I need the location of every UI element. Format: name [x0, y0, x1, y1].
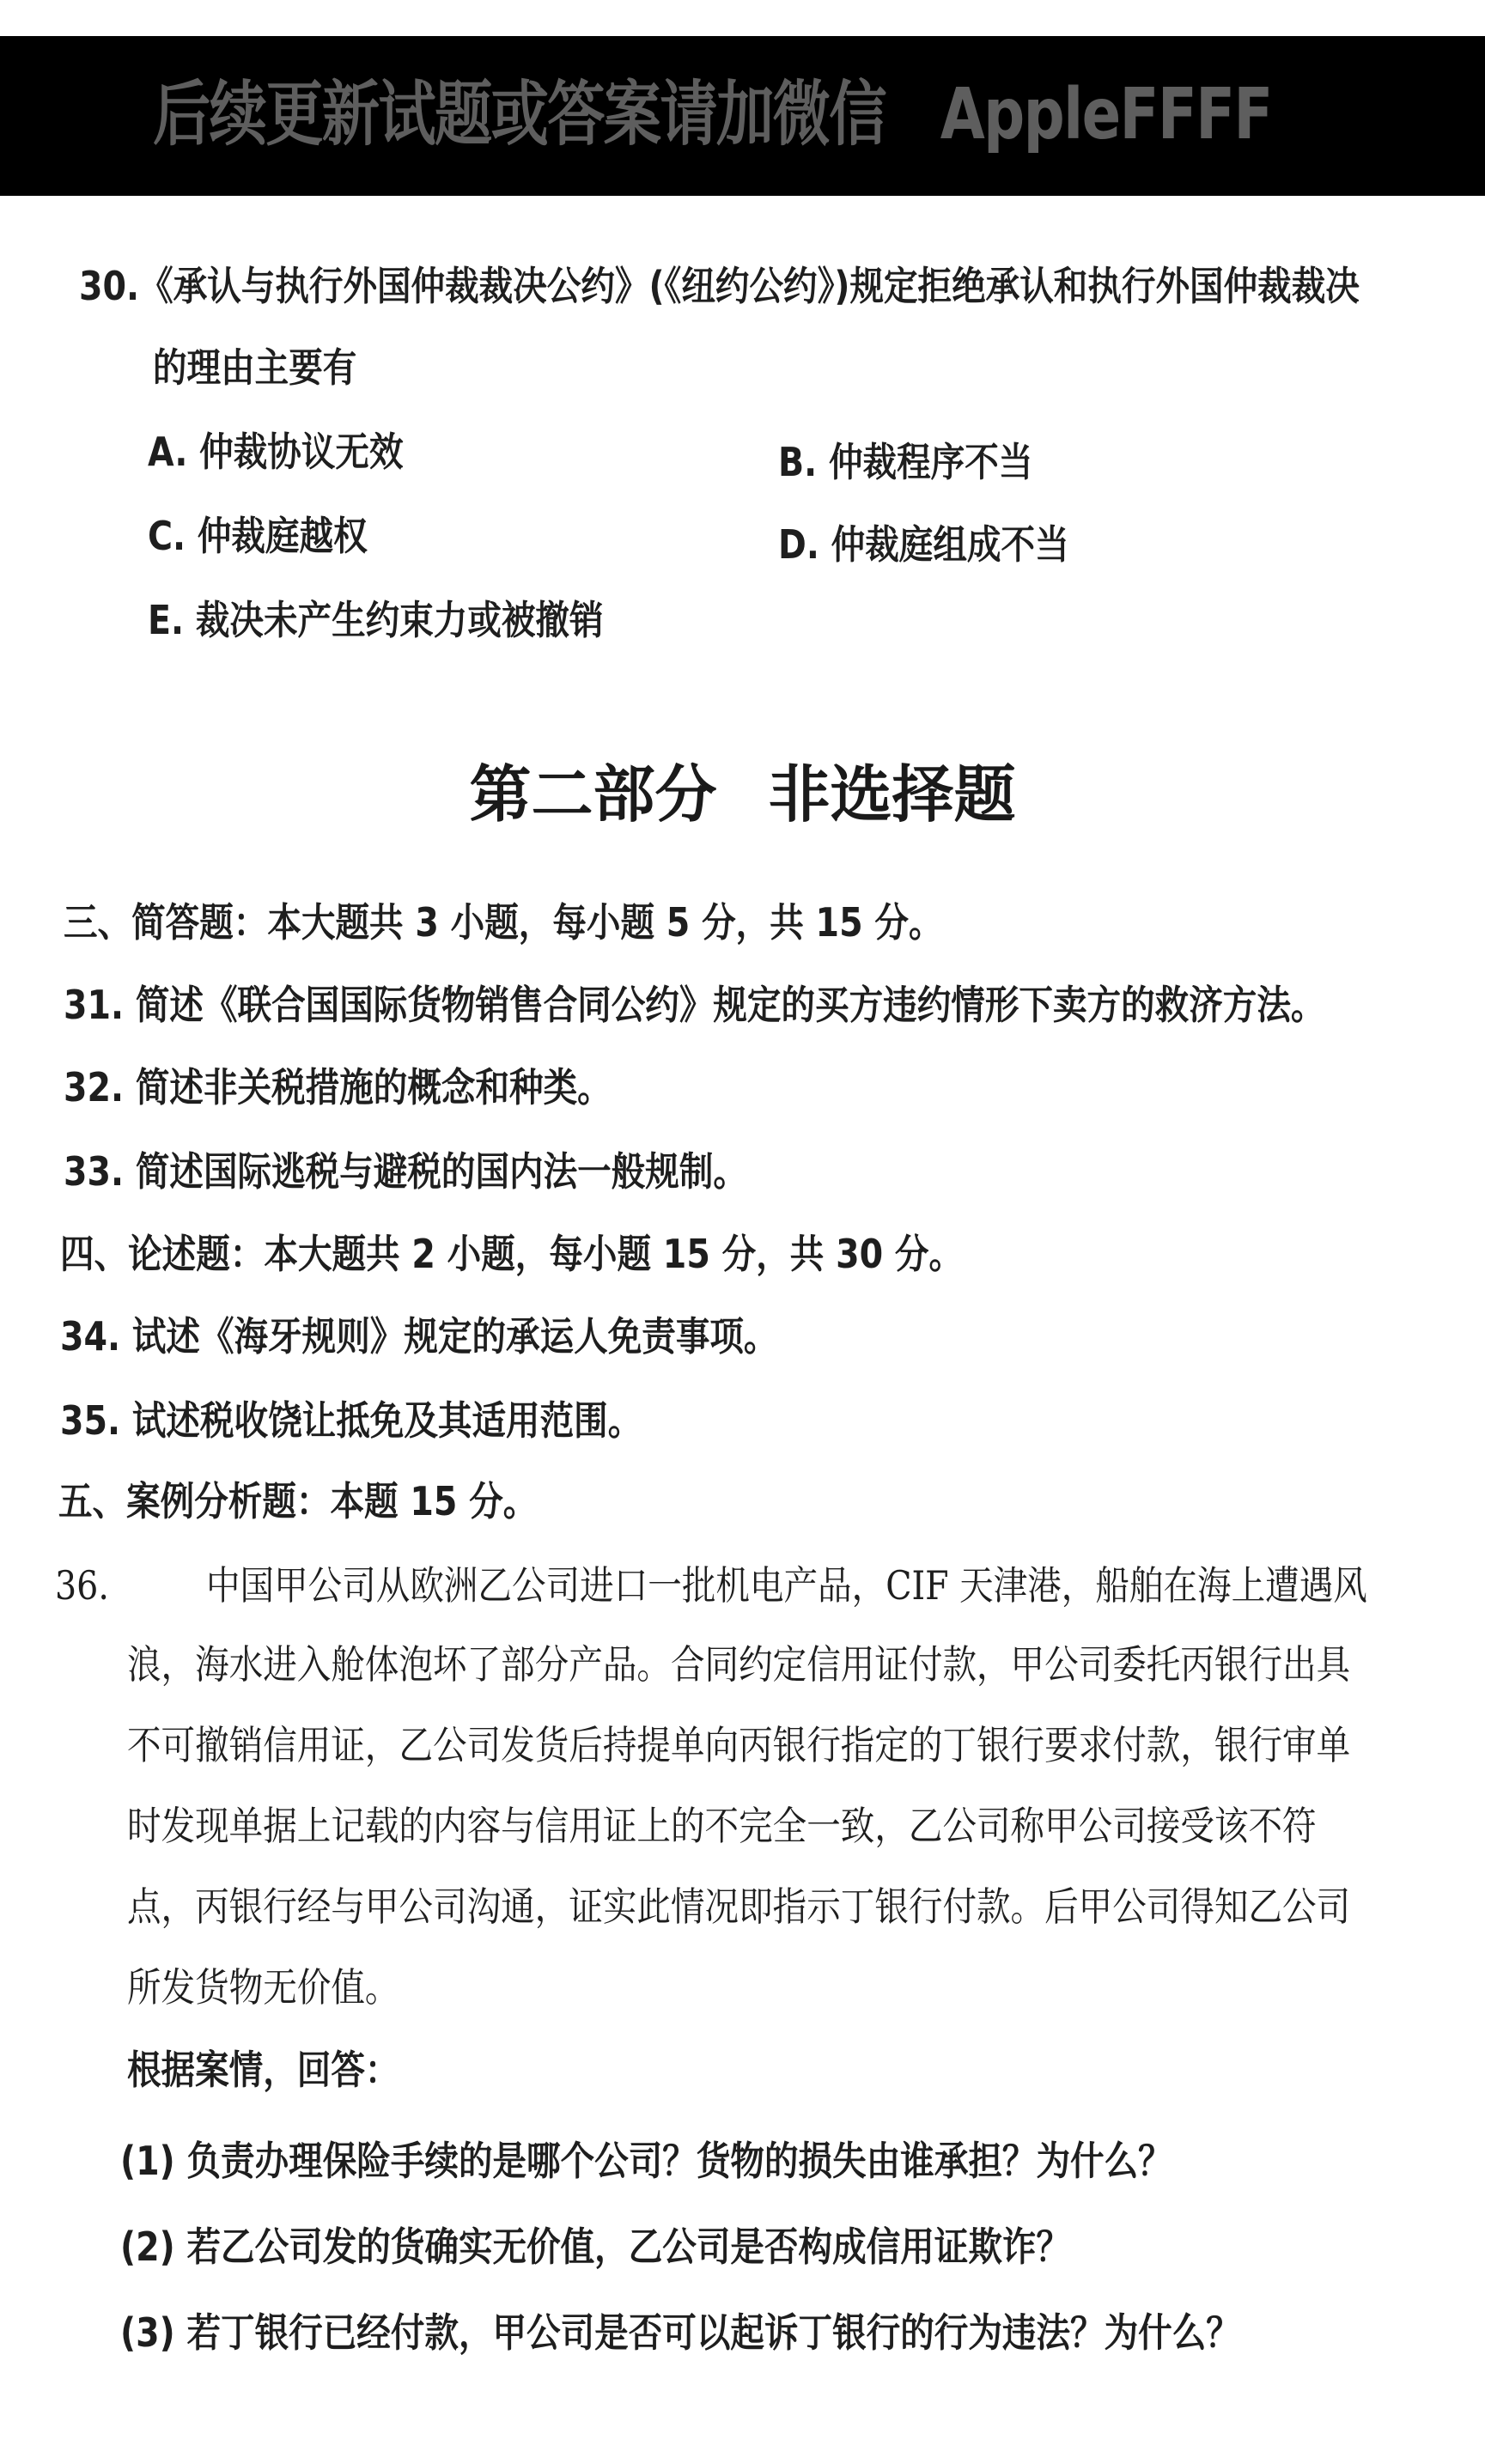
option-text: 裁决未产生约束力或被撤销 — [195, 597, 604, 643]
part2-title-left: 第二部分 — [469, 758, 717, 830]
case-prompt: 根据案情，回答： — [127, 2047, 399, 2093]
q30-option-c — [148, 512, 368, 560]
part2-title — [0, 757, 1485, 831]
sub-question-3: (3) 若丁银行已经付款，甲公司是否可以起诉丁银行的行为违法？为什么？ — [120, 2309, 1240, 2356]
q30-option-a — [148, 428, 404, 476]
q30-option-b — [778, 438, 1032, 486]
banner-message: 后续更新试题或答案请加微信 — [153, 74, 886, 155]
option-text: 仲裁庭越权 — [197, 513, 368, 559]
option-key: B. — [778, 439, 818, 485]
sub-question-2: (2) 若乙公司发的货确实无价值，乙公司是否构成信用证欺诈？ — [120, 2224, 1071, 2270]
q30-option-e — [148, 596, 604, 644]
case-line-1: 中国甲公司从欧洲乙公司进口一批机电产品，CIF 天津港，船舶在海上遭遇风 — [206, 1562, 1367, 1609]
section5-header: 五、案例分析题：本题 15 分。 — [58, 1478, 538, 1524]
option-key: A. — [148, 429, 188, 475]
part2-title-right: 非选择题 — [768, 758, 1016, 830]
watermark-banner — [0, 36, 1485, 196]
option-text: 仲裁程序不当 — [828, 439, 1033, 485]
question-33: 33. 简述国际逃税与避税的国内法一般规制。 — [64, 1148, 747, 1195]
section3-header: 三、简答题：本大题共 3 小题，每小题 5 分，共 15 分。 — [64, 899, 943, 946]
q30-option-d — [778, 520, 1069, 569]
q30-stem-line2: 的理由主要有 — [153, 344, 357, 391]
section4-header: 四、论述题：本大题共 2 小题，每小题 15 分，共 30 分。 — [60, 1231, 964, 1277]
option-text: 仲裁庭组成不当 — [831, 521, 1069, 568]
case-line-4: 时发现单据上记载的内容与信用证上的不完全一致，乙公司称甲公司接受该不符 — [127, 1803, 1317, 1849]
case-line-3: 不可撤销信用证，乙公司发货后持提单向丙银行指定的丁银行要求付款，银行审单 — [127, 1722, 1351, 1768]
q30-stem-line1: 30.《承认与执行外国仲裁裁决公约》(《纽约公约》)规定拒绝承认和执行外国仲裁裁决 — [79, 263, 1360, 309]
option-key: E. — [148, 597, 185, 643]
case-line-2: 浪，海水进入舱体泡坏了部分产品。合同约定信用证付款，甲公司委托丙银行出具 — [127, 1641, 1351, 1688]
question-36-number: 36. — [55, 1562, 109, 1609]
case-line-5: 点，丙银行经与甲公司沟通，证实此情况即指示丁银行付款。后甲公司得知乙公司 — [127, 1883, 1351, 1930]
question-32: 32. 简述非关税措施的概念和种类。 — [64, 1064, 612, 1110]
question-35: 35. 试述税收饶让抵免及其适用范围。 — [60, 1397, 642, 1444]
case-line-6: 所发货物无价值。 — [127, 1964, 399, 2011]
question-34: 34. 试述《海牙规则》规定的承运人免责事项。 — [60, 1313, 778, 1360]
banner-wechat-id: AppleFFFF — [940, 74, 1272, 155]
option-key: C. — [148, 513, 186, 559]
option-key: D. — [778, 521, 819, 568]
option-text: 仲裁协议无效 — [199, 429, 404, 475]
sub-question-1: (1) 负责办理保险手续的是哪个公司？货物的损失由谁承担？为什么？ — [120, 2138, 1172, 2184]
question-31: 31. 简述《联合国国际货物销售合同公约》规定的买方违约情形下卖方的救济方法。 — [64, 982, 1325, 1028]
banner-text — [153, 74, 1272, 156]
